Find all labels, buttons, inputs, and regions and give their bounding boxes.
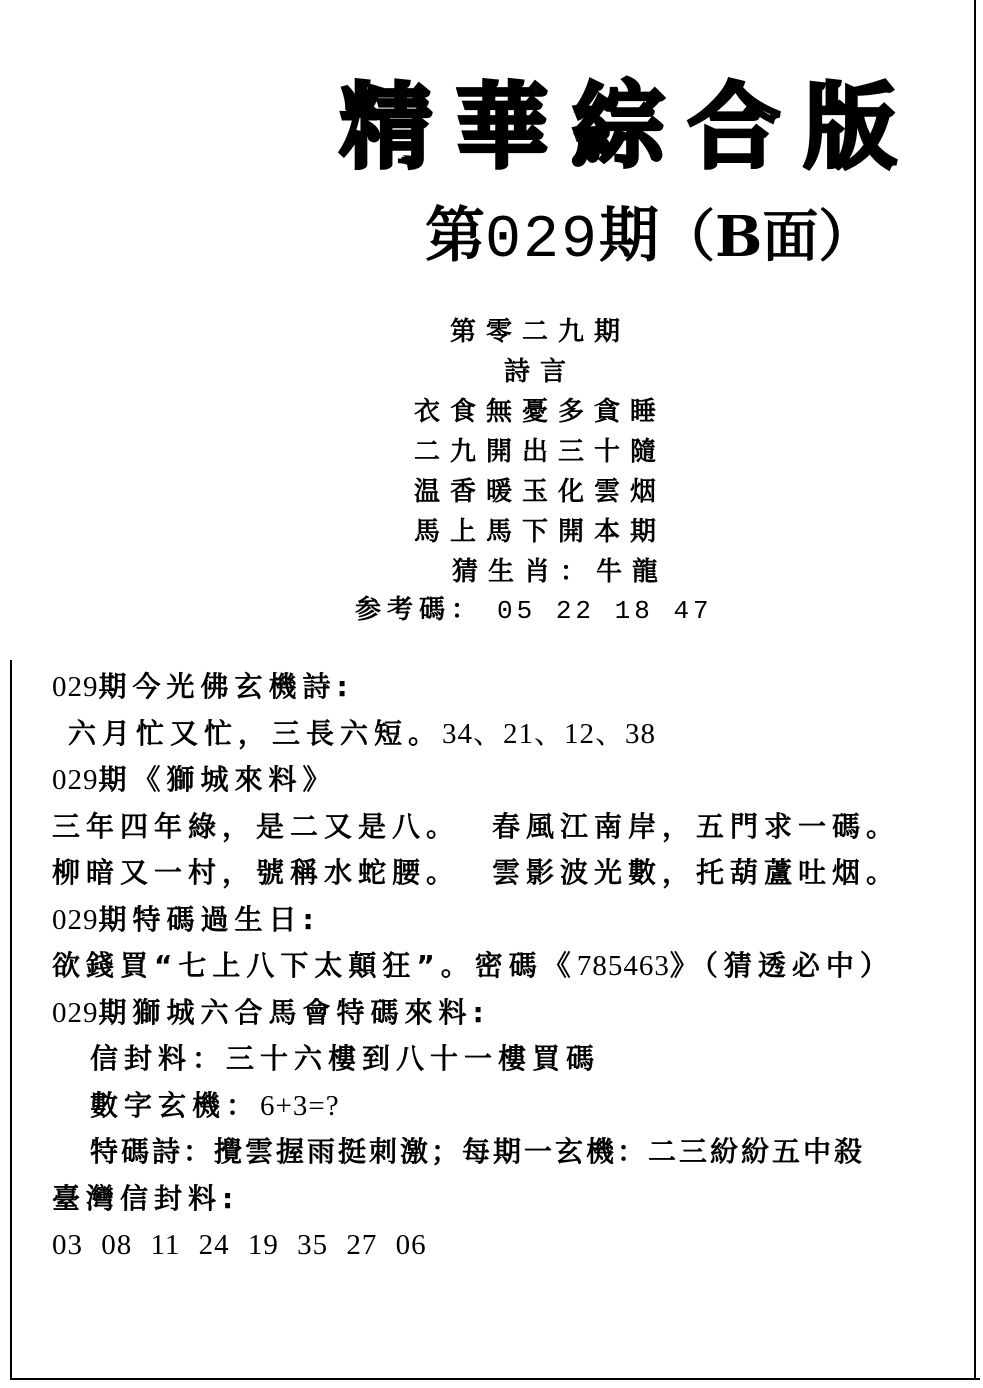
poem-reference bbox=[355, 592, 713, 629]
poem-line-2: 二九開出三十隨 bbox=[413, 437, 666, 467]
section-1-numbers: 34、21、12、38 bbox=[442, 717, 657, 750]
frame-right-border bbox=[974, 0, 976, 660]
section-1-title-text: 期今光佛玄機詩: bbox=[98, 670, 354, 703]
poem-zodiac: 猜生肖：牛龍 bbox=[451, 557, 668, 587]
reference-label: 参考碼： bbox=[355, 595, 484, 625]
section-2-line-1 bbox=[52, 804, 962, 851]
section-3-title bbox=[52, 897, 962, 944]
issue-side: （B面） bbox=[659, 204, 875, 270]
section-2-title bbox=[52, 757, 962, 804]
issue-number: 029 bbox=[485, 207, 600, 275]
content-section bbox=[52, 664, 962, 1269]
section-1-title-num: 029 bbox=[52, 671, 99, 703]
poem-line-1: 衣食無憂多貪睡 bbox=[413, 397, 666, 427]
section-1-body bbox=[52, 711, 962, 758]
section-4-title bbox=[52, 990, 962, 1037]
section-5-numbers: 03 08 11 24 19 35 27 06 bbox=[52, 1229, 427, 1261]
poem-heading: 詩言 bbox=[503, 357, 576, 387]
section-4-envelope bbox=[52, 1036, 962, 1083]
section-1-title bbox=[52, 664, 962, 711]
section-4-envelope-text: 信封料：三十六樓到八十一樓買碼 bbox=[90, 1042, 601, 1075]
section-3-text-b: 》（猜透必中） bbox=[669, 949, 894, 982]
section-4-title-text: 期獅城六合馬會特碼來料: bbox=[98, 995, 490, 1029]
section-2-line-2 bbox=[52, 850, 962, 897]
section-2-title-num: 029 bbox=[52, 764, 99, 796]
section-3-title-text: 期特碼過生日: bbox=[98, 902, 320, 936]
section-3-body bbox=[52, 943, 962, 990]
section-4-title-num: 029 bbox=[52, 996, 99, 1029]
issue-title bbox=[425, 201, 945, 275]
section-3-title-num: 029 bbox=[52, 903, 99, 936]
reference-numbers: 05 22 18 47 bbox=[497, 596, 713, 626]
issue-prefix: 第 bbox=[425, 201, 485, 271]
section-2-line-2a: 柳暗又一村，號稱水蛇腰。 bbox=[52, 856, 461, 889]
section-4-poem-text: 特碼詩：攪雲握雨挺刺激；每期一玄機：二三紛紛五中殺 bbox=[90, 1135, 866, 1168]
poem-block bbox=[340, 312, 740, 592]
poem-line-3: 温香暖玉化雲烟 bbox=[413, 477, 666, 507]
section-3-code: 785463 bbox=[576, 950, 670, 982]
section-2-line-1a: 三年四年綠，是二又是八。 bbox=[52, 809, 461, 843]
section-4-digit bbox=[52, 1083, 962, 1130]
section-2-line-2b: 雲影波光數，托葫蘆吐烟。 bbox=[492, 856, 901, 889]
section-3-text-a: 欲錢買“七上八下太顛狂”。密碼《 bbox=[52, 949, 577, 982]
frame-bottom-border bbox=[10, 1378, 980, 1380]
issue-suffix: 期 bbox=[599, 201, 660, 271]
section-5-title-text: 臺灣信封料: bbox=[52, 1181, 240, 1215]
section-2-title-text: 期《獅城來料》 bbox=[98, 763, 337, 796]
section-4-digit-label: 數字玄機： bbox=[90, 1088, 261, 1122]
frame-left-border bbox=[10, 660, 12, 1380]
poem-line-4: 馬上馬下開本期 bbox=[413, 517, 666, 547]
frame-right-lower-border bbox=[974, 660, 976, 1380]
section-1-text: 六月忙又忙，三長六短。 bbox=[68, 716, 443, 750]
page-title: 精華綜合版 bbox=[340, 74, 921, 181]
section-4-poem bbox=[52, 1129, 962, 1176]
section-5-title bbox=[52, 1176, 962, 1223]
poem-issue-label: 第零二九期 bbox=[449, 317, 630, 347]
section-4-digit-value: 6+3=? bbox=[260, 1089, 340, 1122]
section-2-line-1b: 春風江南岸，五門求一碼。 bbox=[492, 809, 901, 843]
